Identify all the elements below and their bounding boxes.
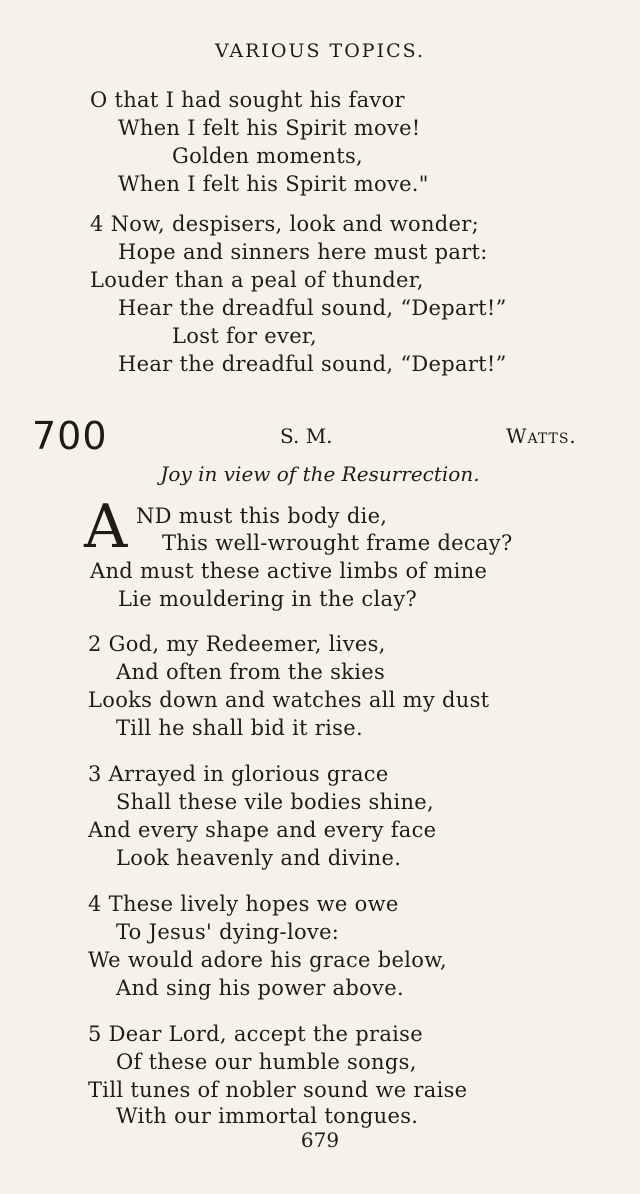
verse-line: And must these active limbs of mine bbox=[90, 559, 488, 583]
running-header: VARIOUS TOPICS. bbox=[214, 40, 426, 62]
verse-line: 2 God, my Redeemer, lives, bbox=[88, 632, 386, 656]
verse-line: Golden moments, bbox=[172, 144, 364, 168]
verse-line: Of these our humble songs, bbox=[116, 1050, 417, 1074]
verse-line: When I felt his Spirit move." bbox=[118, 172, 429, 196]
page-number: 679 bbox=[300, 1128, 340, 1152]
verse-line: And every shape and every face bbox=[88, 818, 437, 842]
verse-line: 4 Now, despisers, look and wonder; bbox=[90, 212, 479, 236]
verse-line: ND must this body die, bbox=[136, 504, 388, 528]
hymn-number: 700 bbox=[32, 414, 108, 458]
verse-line: Lie mouldering in the clay? bbox=[118, 587, 418, 611]
verse-line: 3 Arrayed in glorious grace bbox=[88, 762, 389, 786]
hymn-meter: S. M. bbox=[280, 424, 333, 448]
hymn-title: Joy in view of the Resurrection. bbox=[160, 462, 480, 486]
verse-line: We would adore his grace below, bbox=[88, 948, 447, 972]
verse-line: And often from the skies bbox=[116, 660, 386, 684]
verse-line: Looks down and watches all my dust bbox=[88, 688, 490, 712]
verse-line: Look heavenly and divine. bbox=[116, 846, 402, 870]
verse-line: Till tunes of nobler sound we raise bbox=[88, 1078, 468, 1102]
verse-line: 5 Dear Lord, accept the praise bbox=[88, 1022, 423, 1046]
verse-line: Till he shall bid it rise. bbox=[116, 716, 363, 740]
drop-cap: A bbox=[84, 492, 128, 562]
verse-line: Hear the dreadful sound, “Depart!” bbox=[118, 296, 507, 320]
verse-line: Lost for ever, bbox=[172, 324, 317, 348]
verse-line: When I felt his Spirit move! bbox=[118, 116, 421, 140]
verse-line: Hope and sinners here must part: bbox=[118, 240, 488, 264]
verse-line: O that I had sought his favor bbox=[90, 88, 405, 112]
verse-line: This well-wrought frame decay? bbox=[162, 531, 513, 555]
verse-line: Louder than a peal of thunder, bbox=[90, 268, 424, 292]
verse-line: With our immortal tongues. bbox=[116, 1104, 419, 1128]
verse-line: And sing his power above. bbox=[116, 976, 404, 1000]
verse-line: Hear the dreadful sound, “Depart!” bbox=[118, 352, 507, 376]
verse-line: Shall these vile bodies shine, bbox=[116, 790, 434, 814]
verse-line: 4 These lively hopes we owe bbox=[88, 892, 399, 916]
hymn-author: Watts. bbox=[506, 424, 577, 448]
verse-line: To Jesus' dying-love: bbox=[116, 920, 340, 944]
